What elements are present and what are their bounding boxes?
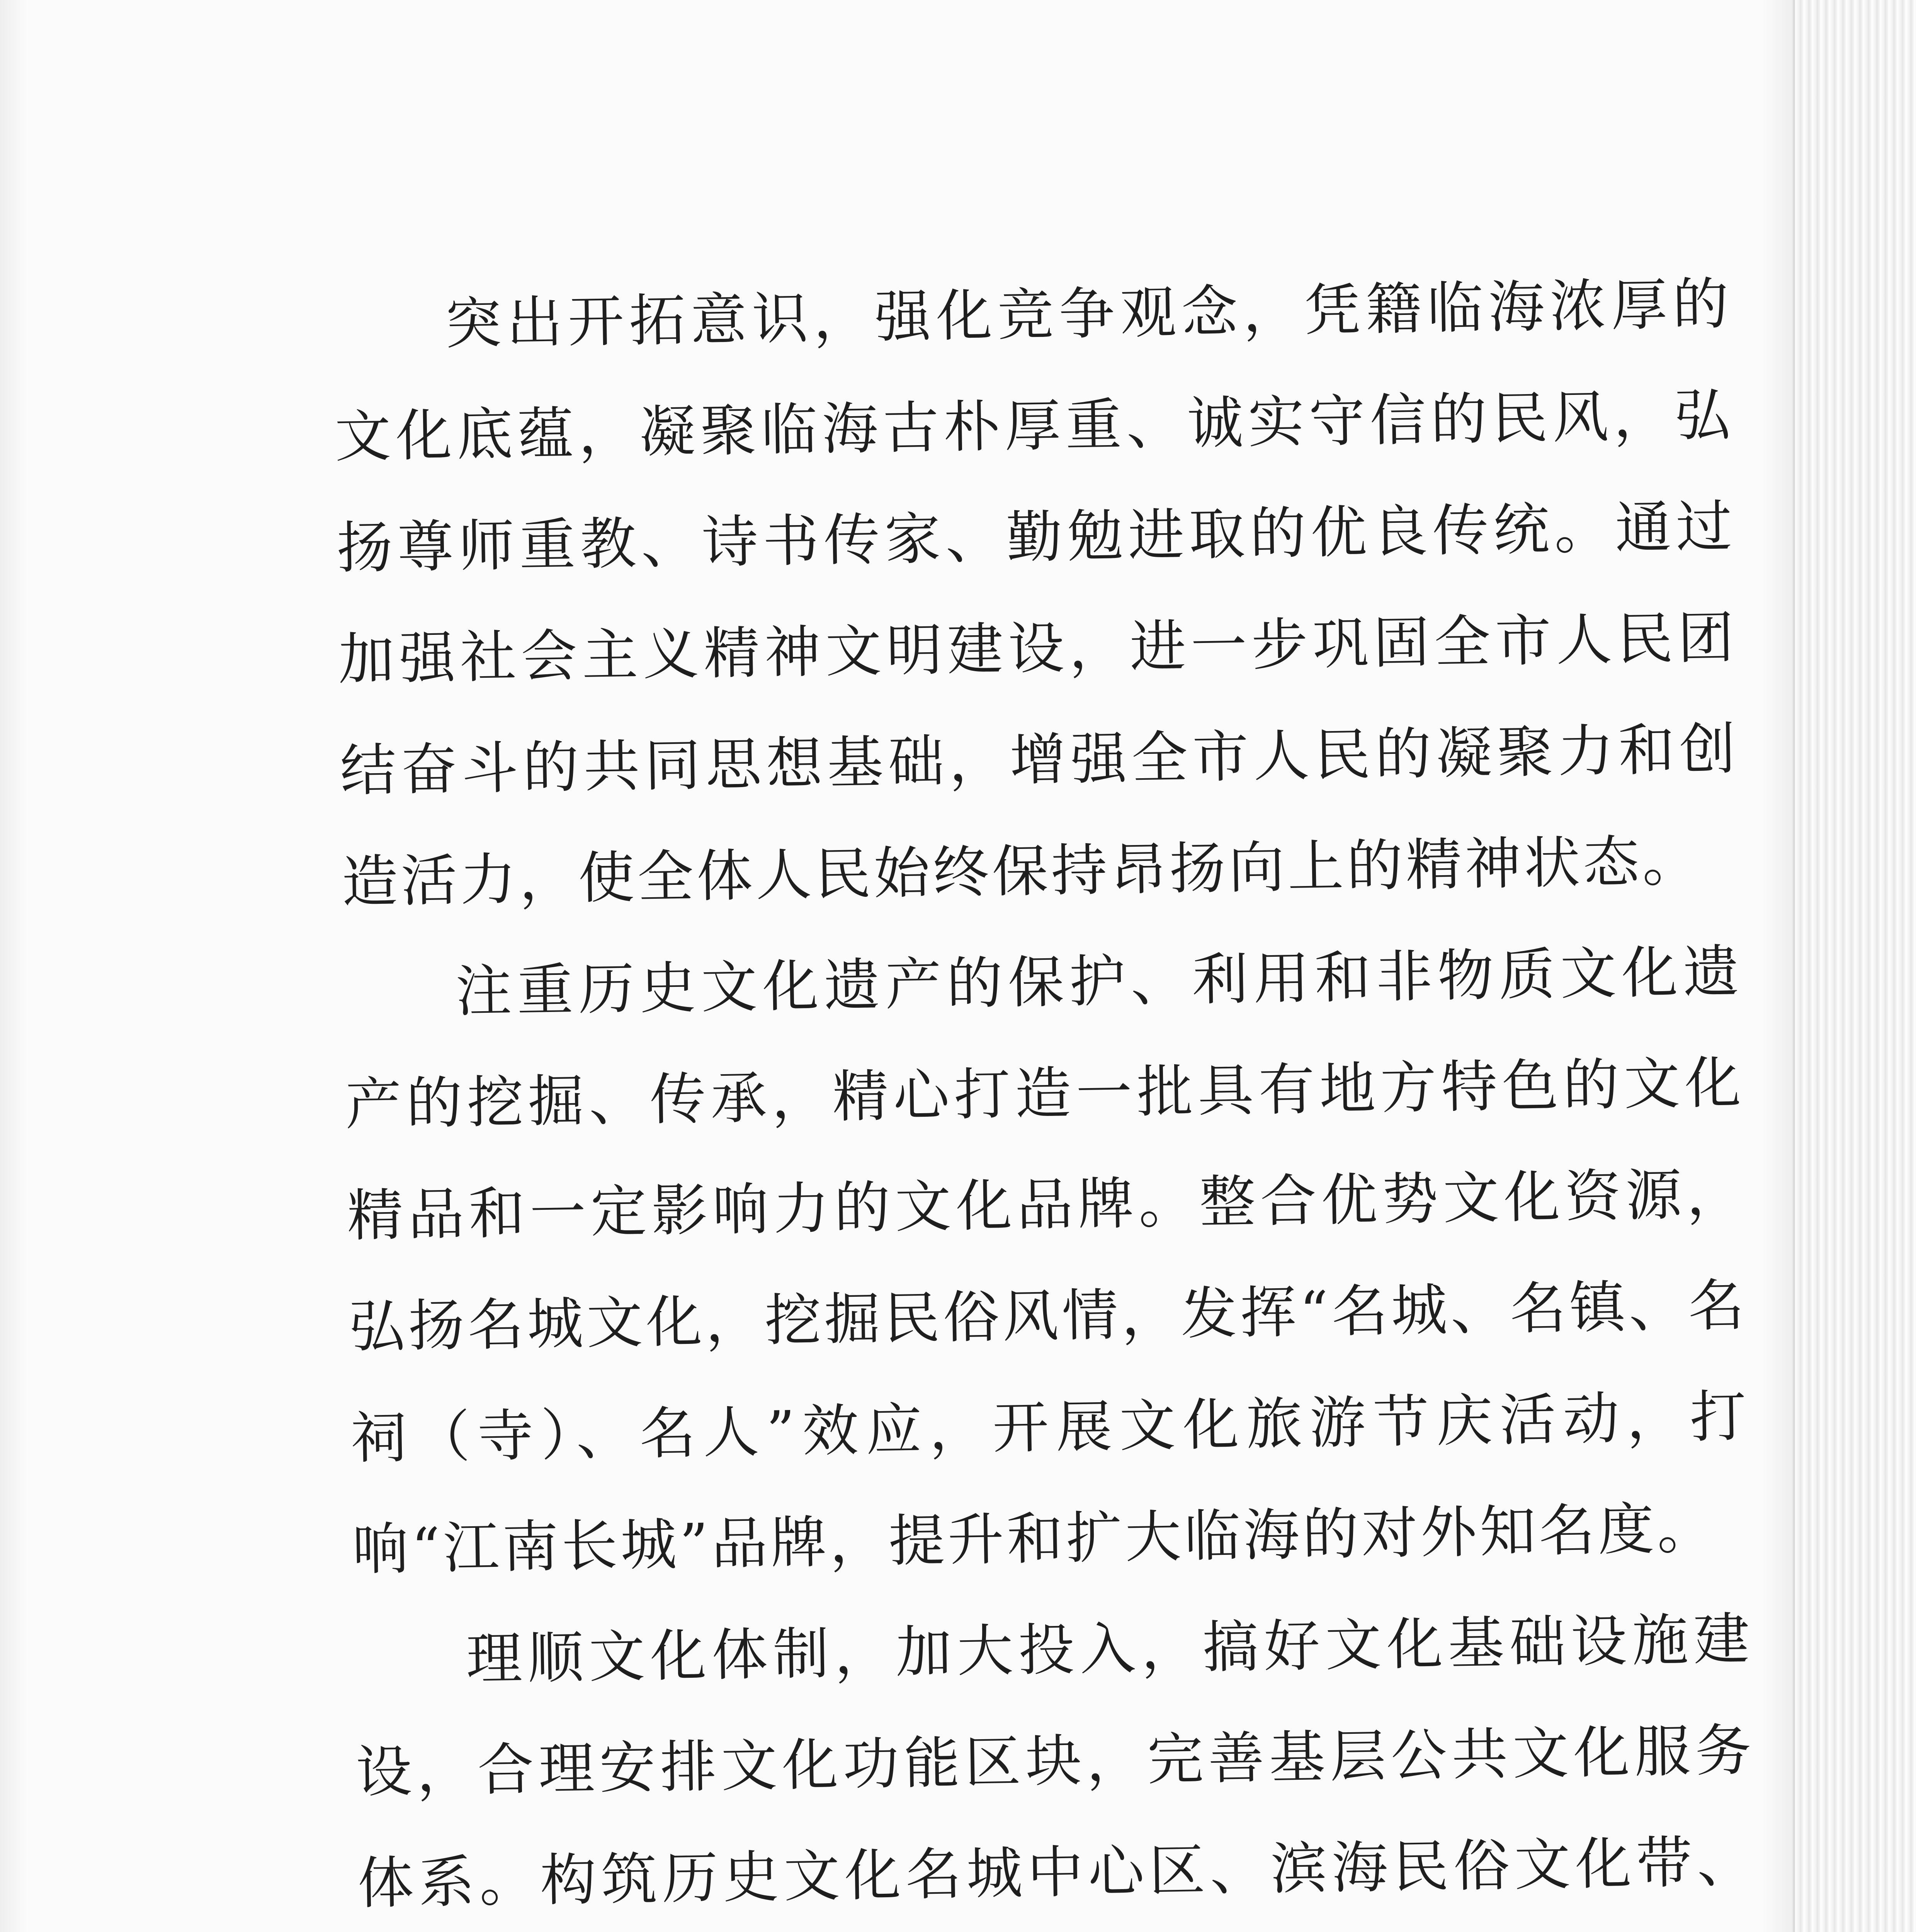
paragraph-1: 突出开拓意识，强化竞争观念，凭籍临海浓厚的文化底蕴，凝聚临海古朴厚重、诚实守信的民风，弘扬尊师重教、诗书传家、勤勉进取的优良传统。通过加强社会主义精神文明建设，进一步巩固全市人民团结奋斗的共同思想基础，增强全市人民的凝聚力和创造活力，使全体人民始终保持昂扬向上的精神状态。 <box>334 271 1739 915</box>
paragraph-2: 注重历史文化遗产的保护、利用和非物质文化遗产的挖掘、传承，精心打造一批具有地方特色的文化精品和一定影响力的文化品牌。整合优势文化资源，弘扬名城文化，挖掘民俗风情，发挥“名城、名镇、名祠（寺）、名人”效应，开展文化旅游节庆活动，打响“江南长城”品牌，提升和扩大临海的对外知名度。 <box>345 939 1750 1583</box>
page-left-shadow <box>0 0 27 1932</box>
paragraph-3: 理顺文化体制，加大投入，搞好文化基础设施建设，合理安排文化功能区块，完善基层公共文化服务体系。构筑历史文化名城中心区、滨海民俗文化带、西部生态文化带、沿江水域文化带，使之成为特色鲜明、功能互补的文化区域。建设各具特色的社区文化、企业文化、校园文化、庭园文化、广场文化等，保障人民的文化供给，满足人民的文化需求，促进人民文化素质全面提高。 <box>355 1606 1757 1917</box>
page-right-shadow <box>1762 0 1797 1932</box>
body-text <box>332 248 1773 1932</box>
page-edge-stack <box>1793 0 1916 1932</box>
